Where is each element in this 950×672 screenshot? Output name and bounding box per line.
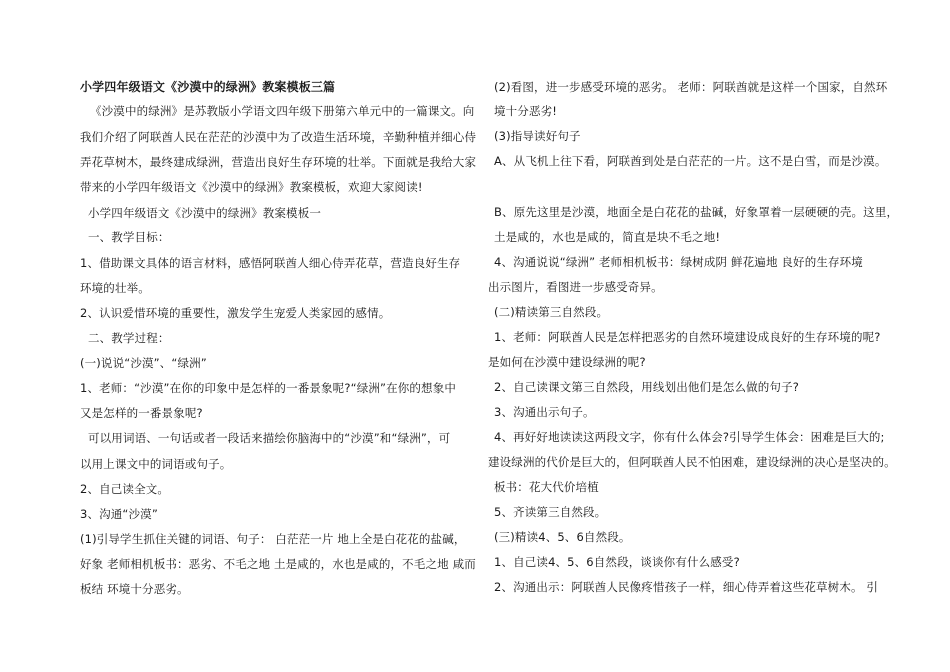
text-line: (3)指导读好句子 [494,129,581,143]
text-line: 2、自己读全文。 [80,482,170,496]
text-line: 2、自己读课文第三自然段，用线划出他们是怎么做的句子? [494,380,799,394]
text-line: 《沙漠中的绿洲》是苏教版小学语文四年级下册第六单元中的一篇课文。向 [90,104,475,118]
text-line: 板书：花大代价培植 [494,480,599,494]
text-line: 板结 环境十分恶劣。 [80,582,189,596]
text-line: 2、沟通出示：阿联酋人民像疼惜孩子一样，细心侍弄着这些花草树木。 引 [494,580,879,594]
section-heading: (三)精读4、5、6自然段。 [494,530,631,544]
text-line: 5、齐读第三自然段。 [494,505,607,519]
text-line: 带来的小学四年级语文《沙漠中的绿洲》教案模板，欢迎大家阅读! [80,180,423,194]
text-line: 出示图片，看图进一步感受奇异。 [488,280,663,294]
section-heading: (二)精读第三自然段。 [494,305,609,319]
text-line: 是如何在沙漠中建设绿洲的呢? [488,355,646,369]
text-line: 以用上课文中的词语或句子。 [80,457,232,471]
text-line: 1、自己读4、5、6自然段，谈谈你有什么感受? [494,555,740,569]
document-title: 小学四年级语文《沙漠中的绿洲》教案模板三篇 [80,80,336,94]
text-line: 4、再好好地读读这两段文字，你有什么体会?引导学生体会：困难是巨大的; [494,430,885,444]
text-line: 弄花草树木，最终建成绿洲，营造出良好生存环境的壮举。下面就是我给大家 [80,155,477,169]
text-line: 土是咸的，水也是咸的，简直是块不毛之地! [494,230,721,244]
text-line: 我们介绍了阿联酋人民在茫茫的沙漠中为了改造生活环境，辛勤种植并细心侍 [80,130,477,144]
section-heading: 二、教学过程： [88,331,170,345]
text-line: A、从飞机上往下看，阿联酋到处是白茫茫的一片。这不是白雪，而是沙漠。 [494,154,887,168]
text-line: (1)引导学生抓住关键的词语、句子： 白茫茫一片 地上全是白花花的盐碱， [80,532,466,546]
text-line: 好象 老师相机板书：恶劣、不毛之地 土是咸的，水也是咸的，不毛之地 咸而 [80,557,476,571]
text-line: 4、沟通说说“绿洲” 老师相机板书：绿树成阴 鲜花遍地 良好的生存环境 [494,255,863,269]
text-line: 环境的壮举。 [80,281,150,295]
text-line: B、原先这里是沙漠，地面全是白花花的盐碱，好象罩着一层硬硬的壳。这里， [494,205,899,219]
text-line: 1、老师：“沙漠”在你的印象中是怎样的一番景象呢?“绿洲”在你的想象中 [80,381,456,395]
text-line: 2、认识爱惜环境的重要性，激发学生宠爱人类家园的感情。 [80,306,391,320]
text-line: (一)说说“沙漠”、“绿洲” [80,356,207,370]
section-heading: 一、教学目标： [88,230,170,244]
text-line: 境十分恶劣! [494,104,558,118]
text-line: 又是怎样的一番景象呢? [80,406,203,420]
text-line: 建设绿洲的代价是巨大的，但阿联酋人民不怕困难，建设绿洲的决心是坚决的。 [488,455,896,469]
text-line: 可以用词语、一句话或者一段话来描绘你脑海中的“沙漠”和“绿洲”，可 [88,431,451,445]
text-line: 1、借助课文具体的语言材料，感悟阿联酋人细心侍弄花草，营造良好生存 [80,256,461,270]
text-line: 1、老师：阿联酋人民是怎样把恶劣的自然环境建设成良好的生存环境的呢? [494,330,881,344]
section-heading: 小学四年级语文《沙漠中的绿洲》教案模板一 [88,206,321,220]
text-line: 3、沟通“沙漠” [80,507,158,521]
text-line: (2)看图，进一步感受环境的恶劣。 老师：阿联酋就是这样一个国家，自然环 [494,80,888,94]
text-line: 3、沟通出示句子。 [494,405,595,419]
